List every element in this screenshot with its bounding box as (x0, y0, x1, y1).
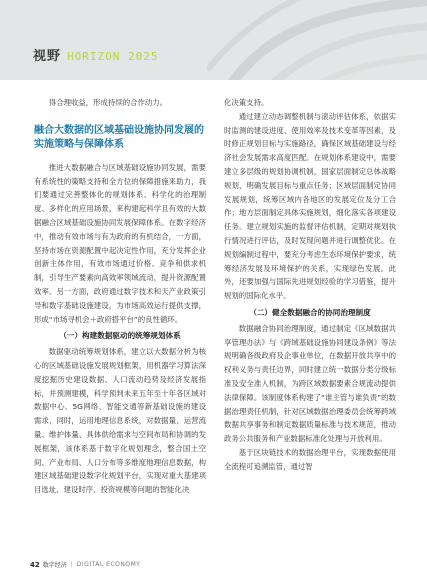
body-paragraph: 推进大数据融合与区域基础设施协同发展，需要有系统性的策略支持和全方位的保障措施来助力，我们要通过完善整体化的规划体系、科学化的治理制度、多样化的应用场景，来构建起科学且有效的大数据融合区域基础设施协同发展保障体系。在数字经济中，推动有效市场与有为政府的有机结合，一方面，坚持市场在资源配置中起决定性作用，充分发挥企业创新主体作用，有效市场通过价格、竞争和供求机制，引导生产要素向高效率领域流动，提升资源配置效率。另一方面，政府通过数字技术和天产业政策引导和数字基础设施建设，为市场高效运行提供支撑，形成“市场寻机会＋政府搭平台”的良性循环。 (34, 162, 206, 324)
section-title-cn: 视野 (33, 49, 62, 64)
page-footer (30, 560, 140, 569)
section-title-en: HORIZON 2025 (67, 50, 159, 63)
intro-paragraph: 得合理收益，形成持续的合作动力。 (48, 98, 168, 107)
subsection-title: （二）健全数据融合的协同治理制度 (249, 307, 371, 317)
left-column (34, 96, 206, 497)
page-number: 42 (30, 560, 40, 569)
body-paragraph: 基于区块链技术的数据治理平台，实现数据使用全流程可追溯监管，通过智 (224, 447, 396, 471)
body-paragraph-continued: 化决策支持。 (224, 98, 269, 107)
magazine-name-en: DIGITAL ECONOMY (76, 561, 141, 568)
right-column (224, 96, 396, 474)
magazine-name-cn: 数字经济 (42, 562, 67, 569)
decorative-swirl-graphic (207, 0, 427, 80)
section-header (33, 45, 159, 64)
header-band (0, 0, 427, 80)
footer-separator: | (70, 561, 73, 568)
body-paragraph: 通过建立动态调整机制与滚动评估体系，依据实时监测的建设进度、使用效率及技术变革等因素，及时修正规划目标与实施路径，确保区域基础建设与经济社会发展需求高度匹配。在规划体系建设中，需要建立多层级的规划协调机制，国家层面制定总体战略规划，明确发展目标与重点任务；区域层面制定协同发展规划，统筹区域内各地区的发展定位及分工合作；地方层面制定具体实施规划，细化落实各项建设任务。建立规划实施的监督评估机制，定期对规划执行情况进行评估，及时发现问题并进行调整优化。在规划编制过程中，要充分考虑生态环境保护要求，统筹经济发展及环境保护的关系，实现绿色发展。此外，还要加强与国际先进规划经验的学习借鉴，提升规划的国际化水平。 (224, 111, 396, 301)
article-section-title: 融合大数据的区域基础设施协同发展的实施策略与保障体系 (34, 124, 204, 151)
body-paragraph: 数据融合协同治理制度，通过制定《区域数据共享管理办法》与《跨域基础设施协同建设条例》等法规明确各级政府及企事业单位，在数据开放共享中的权利义务与责任边界，同时建立统一数据分类分级标准及安全准入机制，为跨区域数据要素合规流动提供法律保障。该制度体系构建了“谁主管与谁负责”的数据治理责任机制，针对区域数据治理委员会统筹跨域数据共享事务和制定数据质量标准与技术规范，推动政务公共服务和产业数据标准化处理与开放利用。 (224, 323, 396, 444)
subsection-title: （一）构建数据驱动的统筹规划体系 (59, 331, 181, 341)
body-paragraph: 数据驱动统筹规划体系，建立以大数据分析为核心的区域基础设施发展规划框架，用机器学习算法深度挖掘历史建设数据、人口流动趋势及经济发展指标，并预测建模，科学预判未来五年至十年各区域对数据中心、5G网络、智能交通等新基础设施的建设需求，同时，运用地理信息系统，对数据量、运营流量、维护体量、具体供给需求与空间布局和协调的发展框架，该体系基于数字化规划理念，整合国土空间、产业布局、人口分布等多维度地理信息数据，构建区域基础建设数字化规划平台，实现对重大基建项目选址、建设时序、投资规模等问题的智能化决 (34, 347, 206, 495)
